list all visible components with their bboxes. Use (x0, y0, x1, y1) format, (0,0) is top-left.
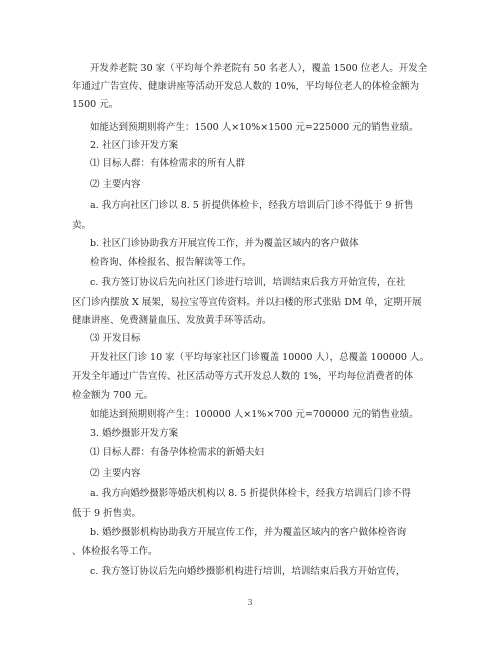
text-line: 开发全年通过广告宣传、社区活动等方式开发总人数的 1%，平均每位消费者的体 (72, 371, 414, 382)
text-line: ⑵ 主要内容 (90, 468, 141, 479)
text-line: ⑴ 目标人群：有备孕体检需求的新婚夫妇 (90, 447, 265, 458)
text-line: ⑶ 开发目标 (90, 333, 141, 344)
text-line: 年通过广告宣传、健康讲座等活动开发总人数的 10%，平均每位老人的体检金额为 (72, 81, 420, 92)
text-line: 卖。 (72, 220, 92, 231)
text-line: 低于 9 折售卖。 (72, 508, 142, 519)
text-line: 、体检报名等工作。 (72, 546, 158, 557)
text-line: 检金额为 700 元。 (72, 390, 154, 401)
section-heading: 2. 社区门诊开发方案 (90, 140, 179, 151)
text-line: a. 我方向婚纱摄影等婚庆机构以 8. 5 折提供体检卡，经我方培训后门诊不得 (90, 488, 411, 499)
text-line: a. 我方向社区门诊以 8. 5 折提供体检卡，经我方培训后门诊不得低于 9 折售 (90, 200, 414, 211)
text-line: b. 婚纱摄影机构协助我方开展宣传工作，并为覆盖区域内的客户做体检咨询 (90, 527, 407, 538)
text-line: ⑴ 目标人群：有体检需求的所有人群 (90, 158, 246, 169)
text-line: 开发社区门诊 10 家（平均每家社区门诊覆盖 10000 人），总覆盖 100000 人。 (90, 352, 429, 363)
text-line: 如能达到预期则将产生：100000 人×1%×700 元=700000 元的销售业绩。 (90, 409, 419, 420)
text-line: 区门诊内摆放 X 展架，易拉宝等宣传资料。并以扫楼的形式张贴 DM 单，定期开展 (72, 297, 422, 308)
page-number: 3 (247, 598, 253, 607)
text-line: c. 我方签订协议后先向社区门诊进行培训，培训结束后我方开始宣传，在社 (90, 277, 406, 288)
text-line: c. 我方签订协议后先向婚纱摄影机构进行培训，培训结束后我方开始宣传， (90, 566, 406, 577)
text-line: 检咨询、体检报名、报告解读等工作。 (90, 257, 252, 268)
text-line: 1500 元。 (72, 99, 119, 110)
text-line: b. 社区门诊协助我方开展宣传工作，并为覆盖区域内的客户做体 (90, 238, 359, 249)
text-line: 如能达到预期则将产生：1500 人×10%×1500 元=225000 元的销售业绩。 (90, 122, 419, 133)
text-line: 健康讲座、免费测量血压、发放黄手环等活动。 (72, 315, 272, 326)
text-line: ⑵ 主要内容 (90, 179, 141, 190)
text-line: 开发养老院 30 家（平均每个养老院有 50 名老人），覆盖 1500 位老人。开发全 (90, 63, 428, 74)
section-heading: 3. 婚纱摄影开发方案 (90, 428, 179, 439)
